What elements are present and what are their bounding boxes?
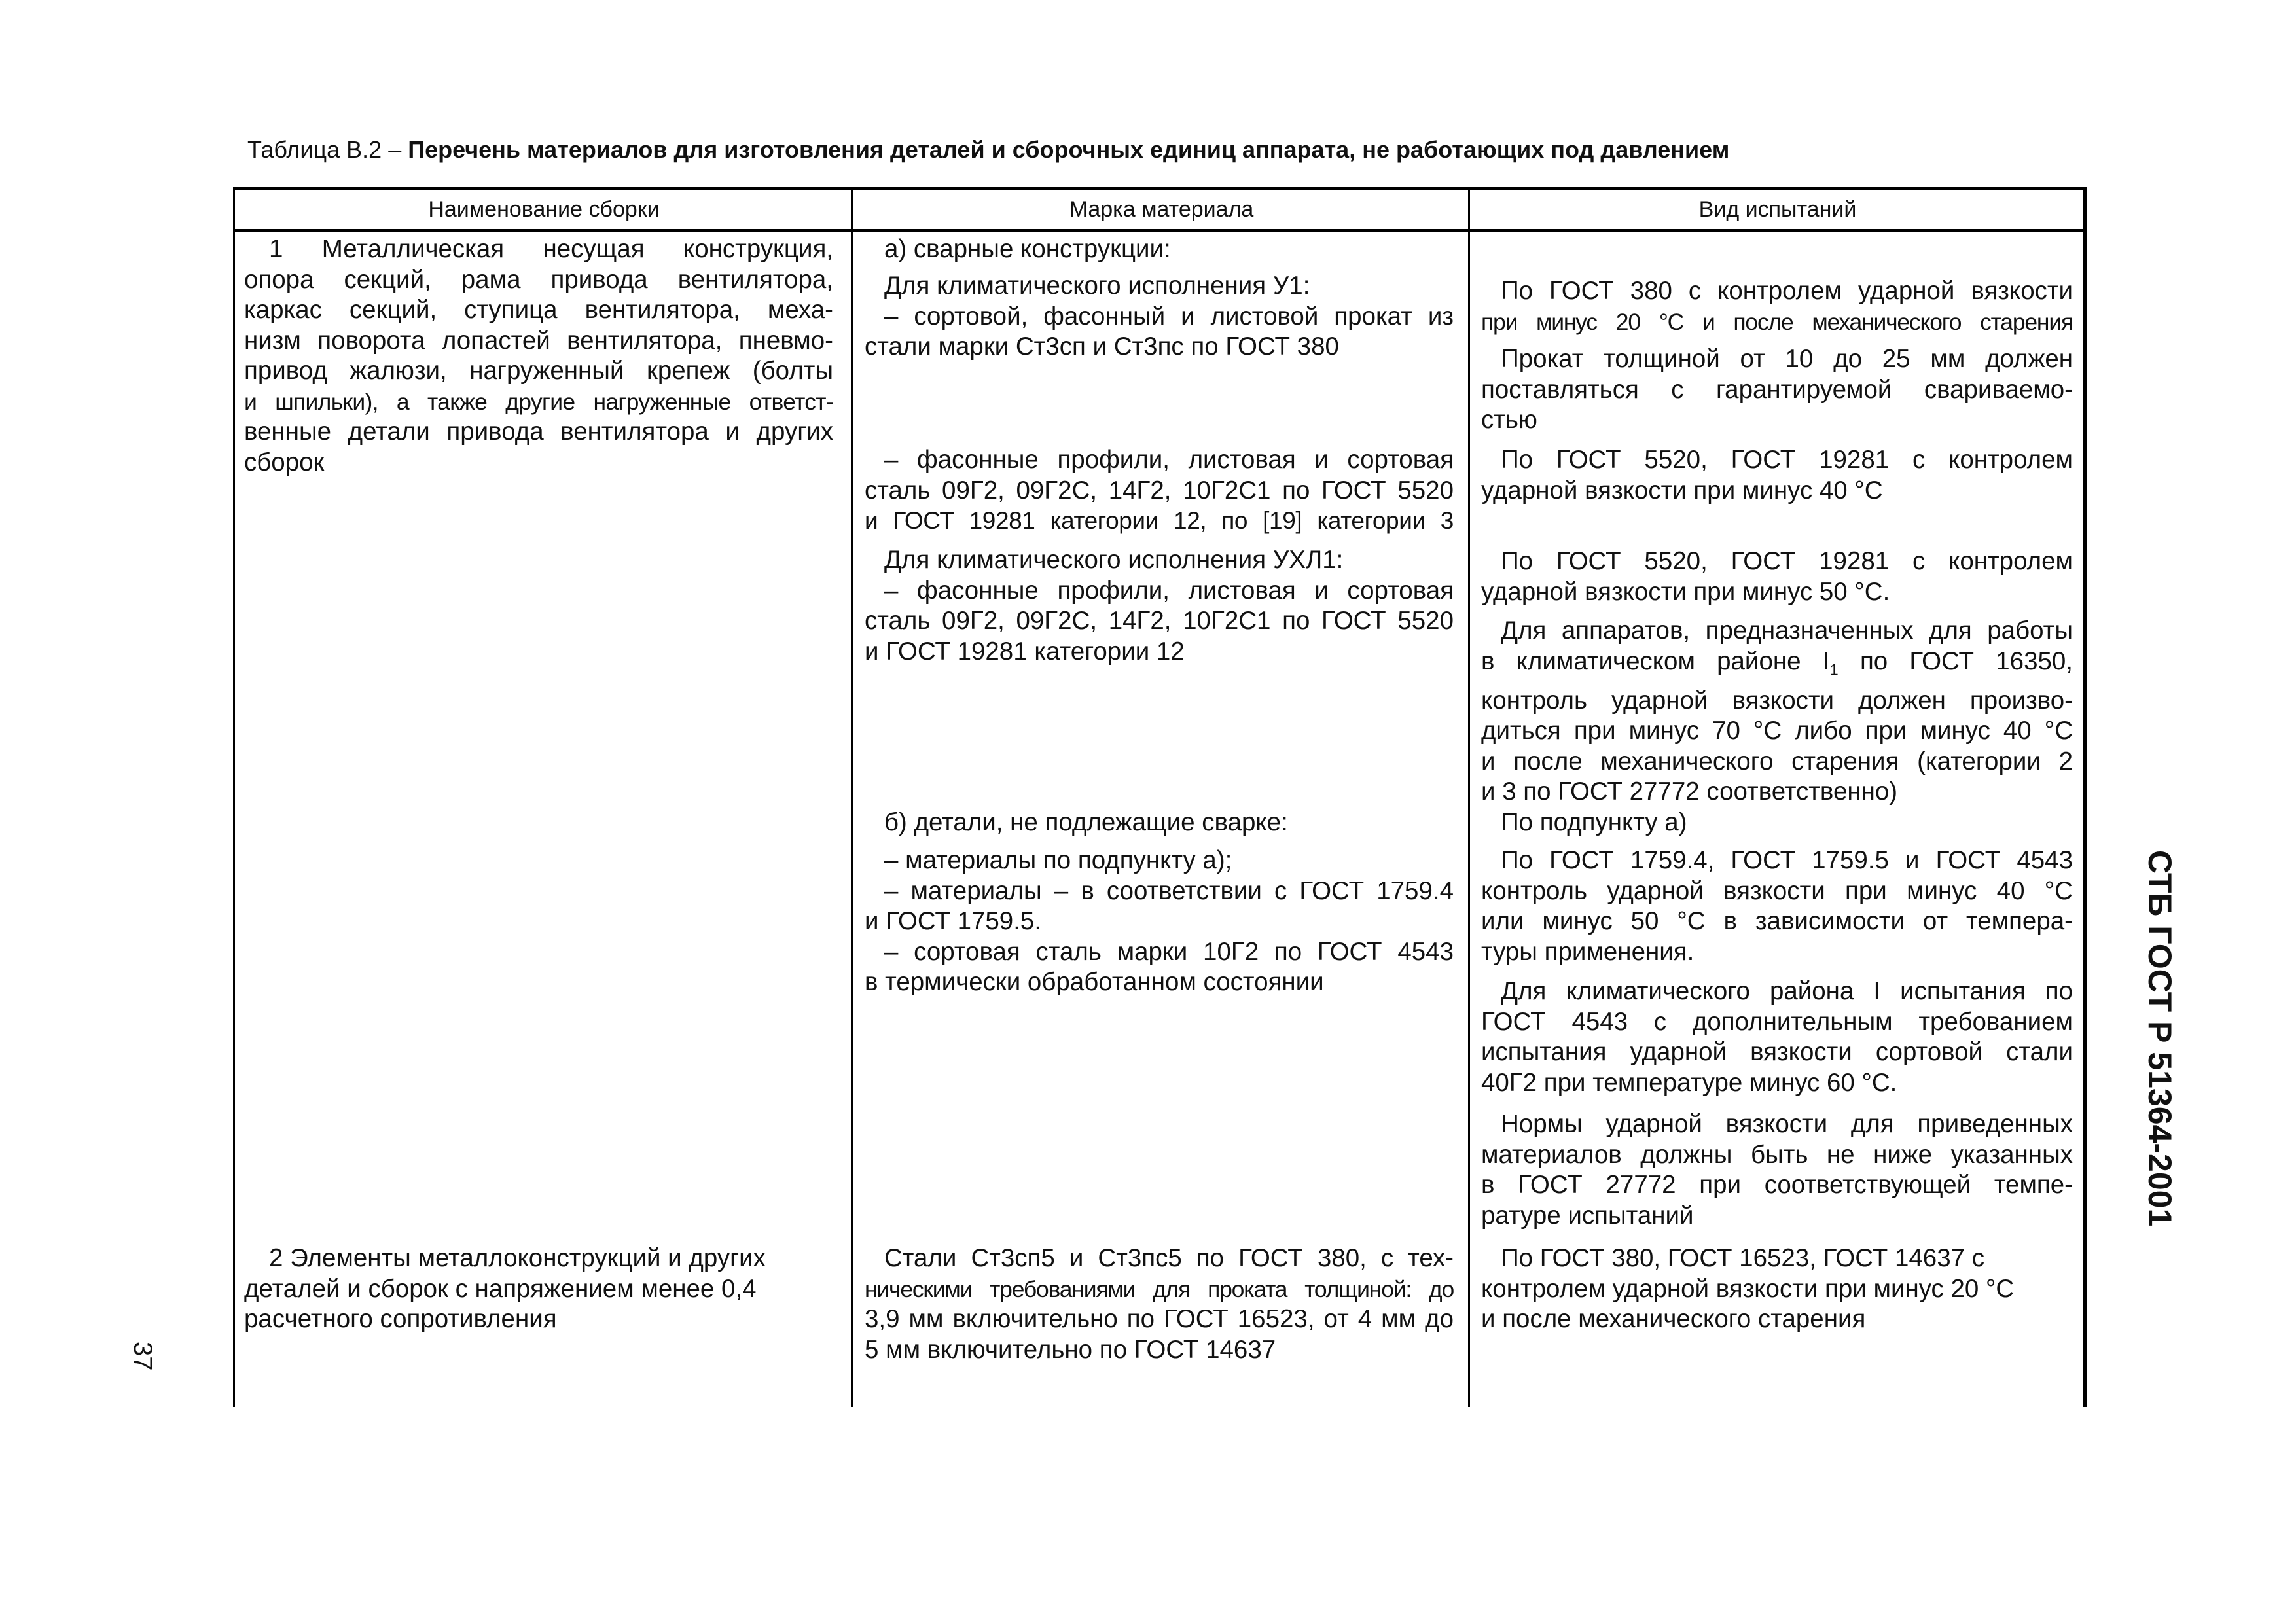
table [233, 187, 2087, 1407]
material-b: б) детали, не подлежащие сварке: [884, 808, 1288, 836]
tests-climate-region: Для аппаратов, предназначенных для работы в климатическом районе $I_1$ по ГОСТ 16350, контроль ударной вязкости должен произво- диться при минус 70 °С либо при минус 40 °С и после механического старения (категории 2 и 3 по ГОСТ 27772 соответственно) [1481, 616, 2073, 806]
tests-impact-norms: Нормы ударной вязкости для приведенных материалов должны быть не ниже указанных в ГОСТ 27772 при соответствующей темпе- ратуре испытаний [1481, 1110, 2073, 1230]
tests-minus40: По ГОСТ 5520, ГОСТ 19281 с контролем ударной вязкости при минус 40 °С [1481, 446, 2073, 505]
column-divider [851, 190, 853, 1407]
tests-rolled-thickness: Прокат толщиной от 10 до 25 мм должен поставляться с гарантируемой свариваемо- стью [1481, 345, 2073, 434]
material-u1-profiles: – фасонные профили, листовая и сортовая сталь 09Г2, 09Г2С, 14Г2, 10Г2С1 по ГОСТ 5520 и ГОСТ 19281 категории 12, по [19] категории 3 [865, 446, 1454, 534]
tests-region-i: Для климатического района I испытания по ГОСТ 4543 с дополнительным требованием испытания ударной вязкости сортовой стали 40Г2 при температуре минус 60 °С. [1481, 977, 2073, 1097]
tests-gost380: По ГОСТ 380 с контролем ударной вязкости при минус 20 °С и после механического старения [1481, 277, 2073, 335]
row2-assembly: 2 Элементы металлоконструкций и других деталей и сборок с напряжением менее 0,4 расчетного сопротивления [244, 1244, 766, 1333]
tests-minus50: По ГОСТ 5520, ГОСТ 19281 с контролем ударной вязкости при минус 50 °С. [1481, 547, 2073, 606]
tests-subitem-a: По подпункту а) [1501, 808, 1687, 836]
material-u1: Для климатического исполнения У1: – сортовой, фасонный и листовой прокат из стали марки Ст3сп и Ст3пс по ГОСТ 380 [865, 272, 1454, 361]
header-material: Марка материала [1069, 197, 1254, 222]
page-number: 37 [128, 1342, 157, 1371]
row2-tests: По ГОСТ 380, ГОСТ 16523, ГОСТ 14637 с контролем ударной вязкости при минус 20 °С и после механического старения [1481, 1244, 2015, 1333]
row1-assembly: 1 Металлическая несущая конструкция, опора секций, рама привода вентилятора, каркас секций, ступица вентилятора, меха- низм поворота лопастей вентилятора, пневмо- привод жалюзи, нагруженный крепеж (болты и шпильки), а также другие нагруженные ответст- венные детали привода вентилятора и других сборок [244, 235, 833, 476]
table-header [235, 190, 2083, 232]
caption-title: Перечень материалов для изготовления деталей и сборочных единиц аппарата, не работающих под давлением [408, 136, 1730, 163]
material-a-title: а) сварные конструкции: [884, 235, 1171, 263]
tests-gost1759: По ГОСТ 1759.4, ГОСТ 1759.5 и ГОСТ 4543 контроль ударной вязкости при минус 40 °С или минус 50 °С в зависимости от темпера- туры применения. [1481, 846, 2073, 966]
row2-material: Стали Ст3сп5 и Ст3пс5 по ГОСТ 380, с тех- ническими требованиями для проката толщиной: до 3,9 мм включительно по ГОСТ 16523, от 4 мм до 5 мм включительно по ГОСТ 14637 [865, 1244, 1454, 1364]
document-id: СТБ ГОСТ Р 51364-2001 [2142, 850, 2178, 1227]
caption-prefix: Таблица В.2 – [247, 136, 408, 163]
header-tests: Вид испытаний [1698, 197, 1857, 222]
material-uhl1: Для климатического исполнения УХЛ1: – фасонные профили, листовая и сортовая сталь 09Г2, 09Г2С, 14Г2, 10Г2С1 по ГОСТ 5520 и ГОСТ 19281 категории 12 [865, 546, 1454, 666]
table-caption [247, 136, 1729, 164]
material-b-items: – материалы по подпункту а); – материалы – в соответствии с ГОСТ 1759.4 и ГОСТ 1759.5. – сортовая сталь марки 10Г2 по ГОСТ 4543 в термически обработанном состоянии [865, 846, 1454, 996]
header-assembly: Наименование сборки [428, 197, 660, 222]
column-divider [1468, 190, 1470, 1407]
